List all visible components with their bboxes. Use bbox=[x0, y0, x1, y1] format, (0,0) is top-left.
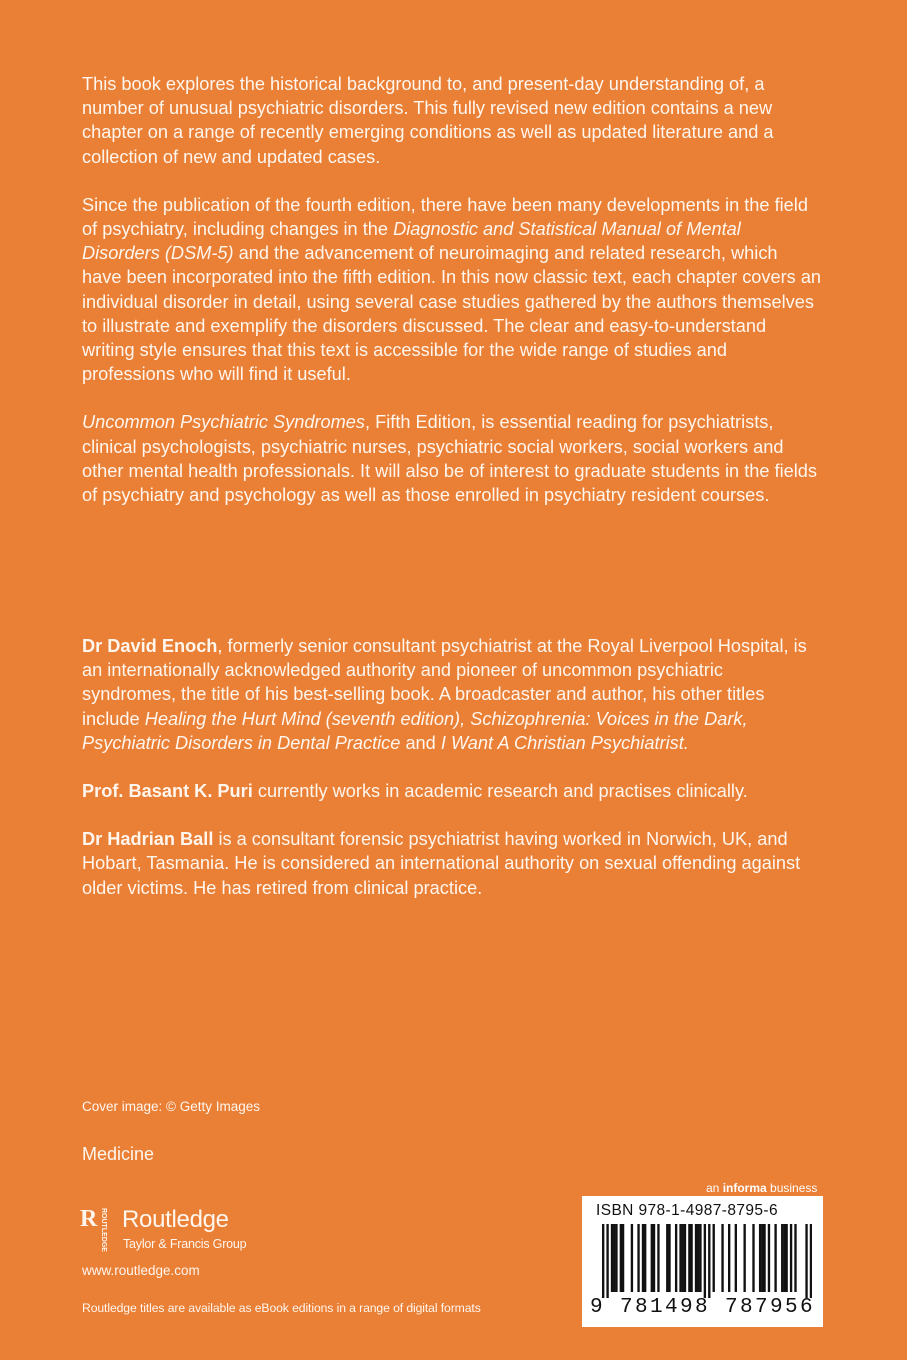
barcode-bar bbox=[657, 1224, 659, 1292]
barcode-bar bbox=[611, 1224, 613, 1292]
author-bio-enoch: Dr David Enoch, formerly senior consultant psychiatrist at the Royal Liverpool Hospital, is an internationally acknowledged authority and pioneer of uncommon psychiatric syndromes, the title of his best-selling book. A broadcaster and author, his other titles include Healing the Hurt Mind (seventh edition), Schizophrenia: Voices in the Dark, Psychiatric Disorders in Dental Practice and I Want A Christian Psychiatrist. bbox=[82, 636, 807, 753]
barcode-guard-bar bbox=[602, 1224, 604, 1298]
barcode-bar bbox=[690, 1224, 692, 1292]
barcode-bar bbox=[653, 1224, 655, 1292]
barcode-bar bbox=[631, 1224, 633, 1292]
barcode-guard-bar bbox=[708, 1224, 710, 1298]
isbn-label: ISBN 978-1-4987-8795-6 bbox=[596, 1202, 778, 1219]
publisher-logo bbox=[78, 1204, 318, 1258]
barcode-bar bbox=[684, 1224, 686, 1292]
barcode-bar bbox=[763, 1224, 765, 1292]
barcode-guard-bar bbox=[704, 1224, 706, 1298]
barcode-bar bbox=[794, 1224, 796, 1292]
barcode-bar bbox=[785, 1224, 787, 1292]
subject-category: Medicine bbox=[82, 1144, 155, 1164]
author-name-puri: Prof. Basant K. Puri bbox=[82, 781, 253, 802]
isbn-barcode bbox=[582, 1196, 823, 1327]
dsm-title: Diagnostic and Statistical Manual of Mental Disorders (DSM-5) bbox=[82, 219, 741, 264]
barcode-bar bbox=[695, 1224, 697, 1292]
barcode-bar bbox=[644, 1224, 646, 1292]
ean-number: 9 781498 787956 bbox=[590, 1296, 816, 1319]
barcode-bar bbox=[675, 1224, 677, 1292]
barcode-bar bbox=[666, 1224, 668, 1292]
book-title: Uncommon Psychiatric Syndromes bbox=[82, 412, 366, 433]
barcode-bar bbox=[697, 1224, 699, 1292]
barcode-bar bbox=[781, 1224, 783, 1292]
barcode-bar bbox=[613, 1224, 615, 1292]
author-name-enoch: Dr David Enoch bbox=[82, 636, 218, 656]
cover-image-credit: Cover image: © Getty Images bbox=[82, 1099, 261, 1114]
barcode-bar bbox=[759, 1224, 761, 1292]
routledge-logo-icon bbox=[78, 1204, 110, 1256]
barcode-bar bbox=[783, 1224, 785, 1292]
barcode-bar bbox=[735, 1224, 737, 1292]
barcode-bar bbox=[743, 1224, 745, 1292]
logo-letter: R bbox=[80, 1206, 98, 1232]
barcode-bar bbox=[752, 1224, 754, 1292]
informa-tagline: an informa business bbox=[706, 1181, 818, 1195]
ebook-availability-note: Routledge titles are available as eBook editions in a range of digital formats bbox=[82, 1301, 481, 1315]
barcode-bar bbox=[688, 1224, 690, 1292]
description-paragraph-3: Uncommon Psychiatric Syndromes, Fifth Edition, is essential reading for psychiatrists, clinical psychologists, psychiatric nurses, psychiatric social workers, social workers and other mental health professionals. It will also be of interest to graduate students in the fields of psychiatry and psychology as well as those enrolled in psychiatry resident courses. bbox=[82, 412, 817, 506]
book-description bbox=[82, 72, 822, 507]
barcode-bar bbox=[620, 1224, 622, 1292]
barcode-bar bbox=[713, 1224, 715, 1292]
barcode-guard-bar bbox=[810, 1224, 812, 1298]
barcode-bar bbox=[622, 1224, 624, 1292]
barcode-bar bbox=[699, 1224, 701, 1292]
author-bios bbox=[82, 634, 822, 924]
author-bio-puri: Prof. Basant K. Puri currently works in academic research and practises clinically. bbox=[82, 781, 748, 802]
barcode-bar bbox=[768, 1224, 770, 1292]
publisher-website: www.routledge.com bbox=[82, 1263, 200, 1278]
barcode-bar bbox=[651, 1224, 653, 1292]
barcode-bars bbox=[602, 1224, 812, 1298]
barcode-bar bbox=[774, 1224, 776, 1292]
barcode-bar bbox=[679, 1224, 681, 1292]
logo-vertical-text: ROUTLEDGE bbox=[100, 1208, 107, 1252]
barcode-bar bbox=[761, 1224, 763, 1292]
description-paragraph-1: This book explores the historical background to, and present-day understanding of, a number of unusual psychiatric disorders. This fully revised new edition contains a new chapter on a range of recently emerging conditions as well as updated literature and a collection of new and updated cases. bbox=[82, 74, 774, 167]
author-bio-ball: Dr Hadrian Ball is a consultant forensic psychiatrist having worked in Norwich, UK, and Hobart, Tasmania. He is considered an international authority on sexual offending against older victims. He has retired from clinical practice. bbox=[82, 829, 801, 898]
barcode-bar bbox=[728, 1224, 730, 1292]
barcode-bar bbox=[721, 1224, 723, 1292]
barcode-bar bbox=[682, 1224, 684, 1292]
publisher-group: Taylor & Francis Group bbox=[123, 1237, 247, 1251]
barcode-bar bbox=[790, 1224, 792, 1292]
publisher-name: Routledge bbox=[122, 1206, 229, 1233]
barcode-guard-bar bbox=[606, 1224, 608, 1298]
barcode-bar bbox=[642, 1224, 644, 1292]
description-paragraph-2: Since the publication of the fourth edition, there have been many developments in the field of psychiatry, including changes in the Diagnostic and Statistical Manual of Mental Disorders (DSM-5) and the advancement of neuroimaging and related research, which have been incorporated into the fifth edition. In this now classic text, each chapter covers an individual disorder in detail, using several case studies gathered by the authors themselves to illustrate and exemplify the disorders discussed. The clear and easy-to-understand writing style ensures that this text is accessible for the wide range of studies and professions who will find it useful. bbox=[82, 194, 822, 385]
author-name-ball: Dr Hadrian Ball bbox=[82, 829, 214, 850]
barcode-guard-bar bbox=[805, 1224, 807, 1298]
barcode-bar bbox=[637, 1224, 639, 1292]
barcode-bar bbox=[615, 1224, 617, 1292]
barcode-bar bbox=[668, 1224, 670, 1292]
